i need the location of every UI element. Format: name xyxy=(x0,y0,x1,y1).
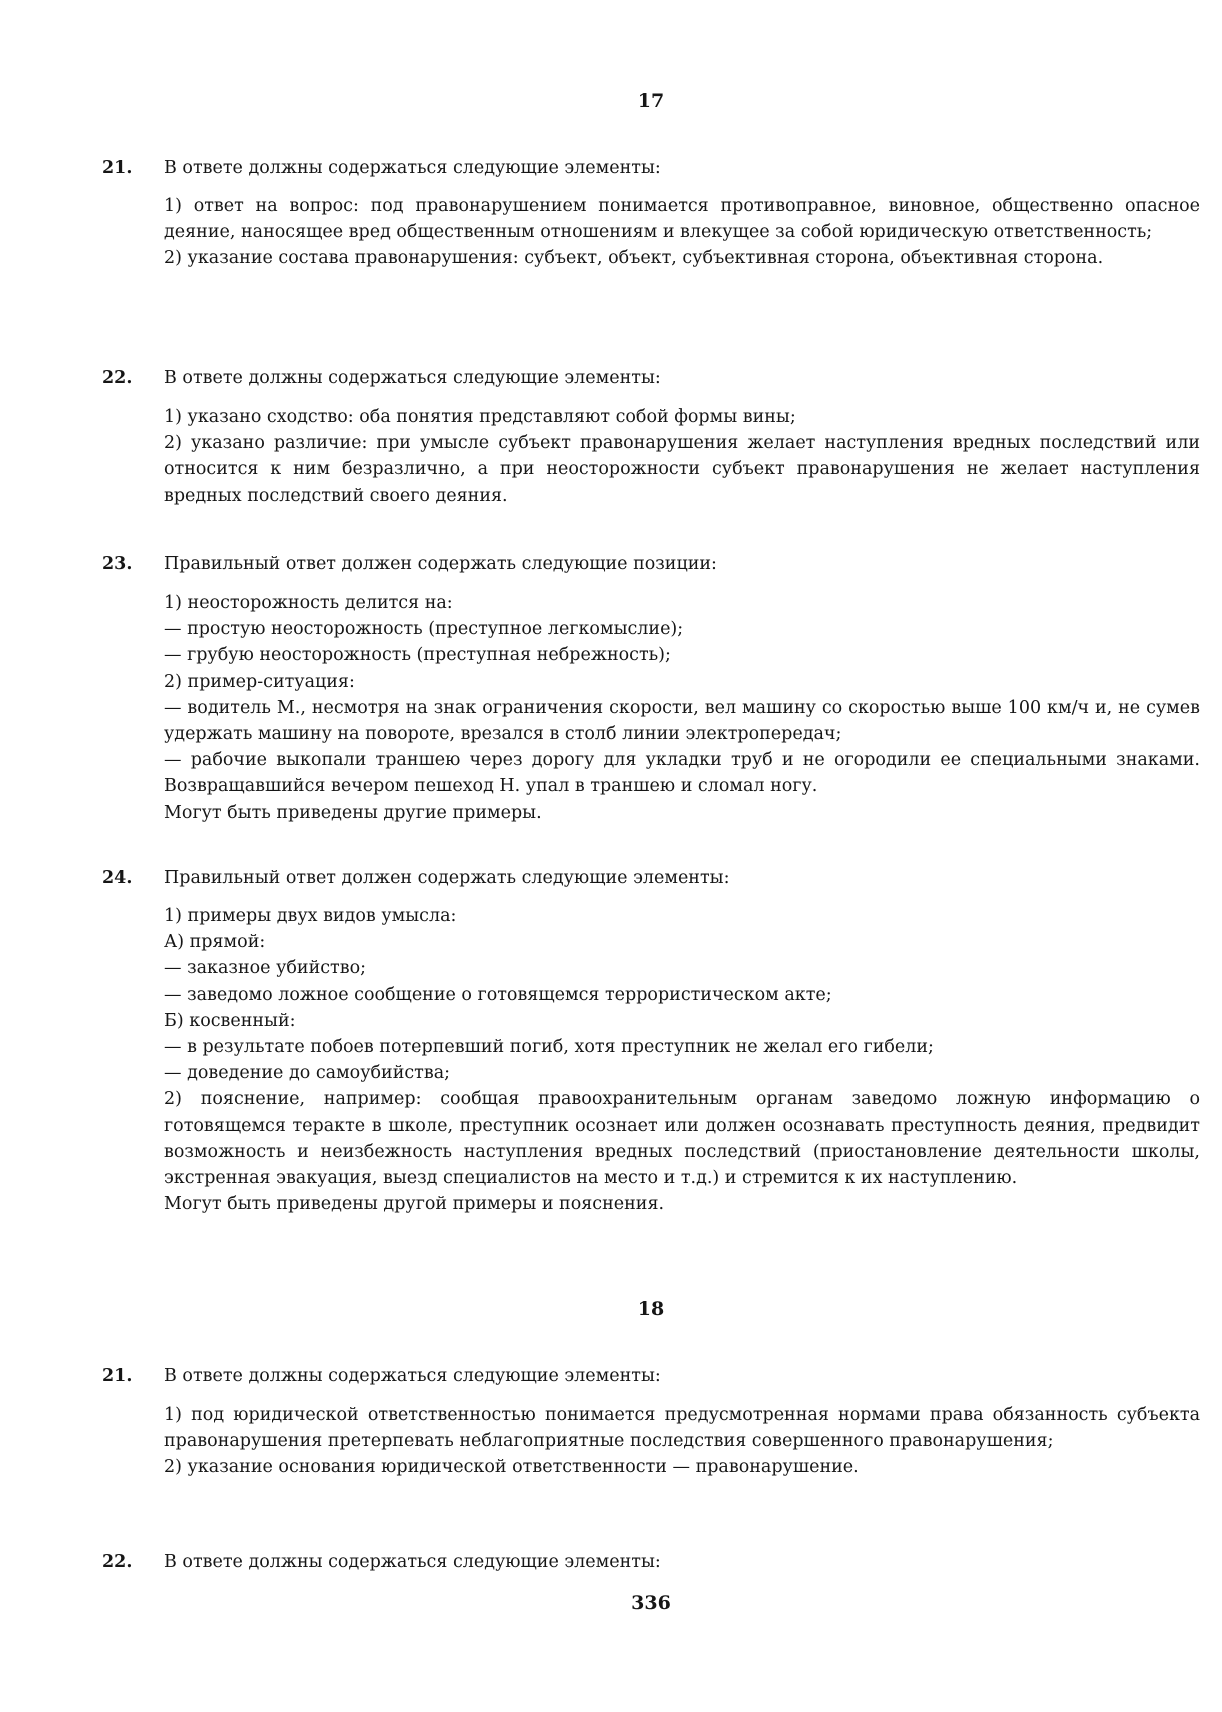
answer-line: 2) указание основания юридической ответственности — правонарушение. xyxy=(164,1457,859,1478)
section-number: 17 xyxy=(637,90,665,112)
item-body xyxy=(164,404,1200,509)
item-body xyxy=(164,1402,1200,1481)
answer-line: — в результате побоев потерпевший погиб, хотя преступник не желал его гибели; xyxy=(164,1037,934,1058)
answer-line: 1) ответ на вопрос: под правонарушением понимается противоправное, виновное, общественно опасное деяние, наносящее вред общественным отношениям и влекущее за собой юридическую ответственность; xyxy=(164,196,1200,243)
item-intro: В ответе должны содержаться следующие элементы: xyxy=(164,1552,661,1572)
answer-line: — грубую неосторожность (преступная небрежность); xyxy=(164,645,671,666)
item-intro: В ответе должны содержаться следующие элементы: xyxy=(164,368,661,388)
item-number: 23. xyxy=(102,554,133,574)
answer-line: Могут быть приведены другие примеры. xyxy=(164,802,542,823)
item-intro: В ответе должны содержаться следующие элементы: xyxy=(164,158,661,178)
item-number: 21. xyxy=(102,158,133,178)
item-body xyxy=(164,193,1200,272)
answer-line: 1) под юридической ответственностью понимается предусмотренная нормами права обязанность субъекта правонарушения претерпевать неблагоприятные последствия совершенного правонарушения; xyxy=(164,1405,1200,1452)
item-heading xyxy=(102,1363,1202,1389)
item-intro: Правильный ответ должен содержать следующие элементы: xyxy=(164,868,730,888)
item-number: 24. xyxy=(102,868,133,888)
answer-line: 1) указано сходство: оба понятия представляют собой формы вины; xyxy=(164,407,796,427)
answer-line: Б) косвенный: xyxy=(164,1010,296,1031)
item-number: 22. xyxy=(102,1552,133,1572)
item-intro: Правильный ответ должен содержать следующие позиции: xyxy=(164,554,717,574)
answer-line: — заведомо ложное сообщение о готовящемся террористическом акте; xyxy=(164,984,832,1005)
item-heading xyxy=(102,1549,1202,1575)
answer-line: — заказное убийство; xyxy=(164,958,367,979)
answer-line: А) прямой: xyxy=(164,932,266,953)
answer-line: 2) пояснение, например: сообщая правоохранительным органам заведомо ложную информацию о готовящемся теракте в школе, преступник осознает или должен осознавать преступность деяния, предвидит возможность и неизбежность наступления вредных последствий (приостановление деятельности школы, экстренная эвакуация, выезд специалистов на место и т.д.) и стремится к их наступлению. xyxy=(164,1089,1200,1189)
item-intro: В ответе должны содержаться следующие элементы: xyxy=(164,1366,661,1386)
item-heading xyxy=(102,365,1202,391)
answer-line: — простую неосторожность (преступное легкомыслие); xyxy=(164,619,684,640)
answer-line: 2) указание состава правонарушения: субъект, объект, субъективная сторона, объективная сторона. xyxy=(164,248,1104,269)
item-number: 21. xyxy=(102,1366,133,1386)
item-heading xyxy=(102,865,1202,891)
page-number: 336 xyxy=(631,1592,671,1614)
answer-line: 1) неосторожность делится на: xyxy=(164,593,453,613)
section-number: 18 xyxy=(637,1298,665,1320)
item-body xyxy=(164,903,1200,1217)
item-heading xyxy=(102,551,1202,577)
answer-line: — рабочие выкопали траншею через дорогу для укладки труб и не огородили ее специальными знаками. Возвращавшийся вечером пешеход Н. упал в траншею и сломал ногу. xyxy=(164,750,1200,797)
answer-line: — водитель М., несмотря на знак ограничения скорости, вел машину со скоростью выше 100 км/ч и, не сумев удержать машину на повороте, врезался в столб линии электропередач; xyxy=(164,697,1200,745)
answer-line: 2) пример-ситуация: xyxy=(164,671,355,692)
answer-line: — доведение до самоубийства; xyxy=(164,1063,451,1084)
item-number: 22. xyxy=(102,368,133,388)
answer-line: 2) указано различие: при умысле субъект правонарушения желает наступления вредных последствий или относится к ним безразлично, а при неосторожности субъект правонарушения не желает наступления вредных последствий своего деяния. xyxy=(164,433,1200,506)
item-body xyxy=(164,590,1200,826)
answer-line: 1) примеры двух видов умысла: xyxy=(164,906,457,926)
item-heading xyxy=(102,155,1202,181)
answer-line: Могут быть приведены другой примеры и пояснения. xyxy=(164,1194,665,1215)
